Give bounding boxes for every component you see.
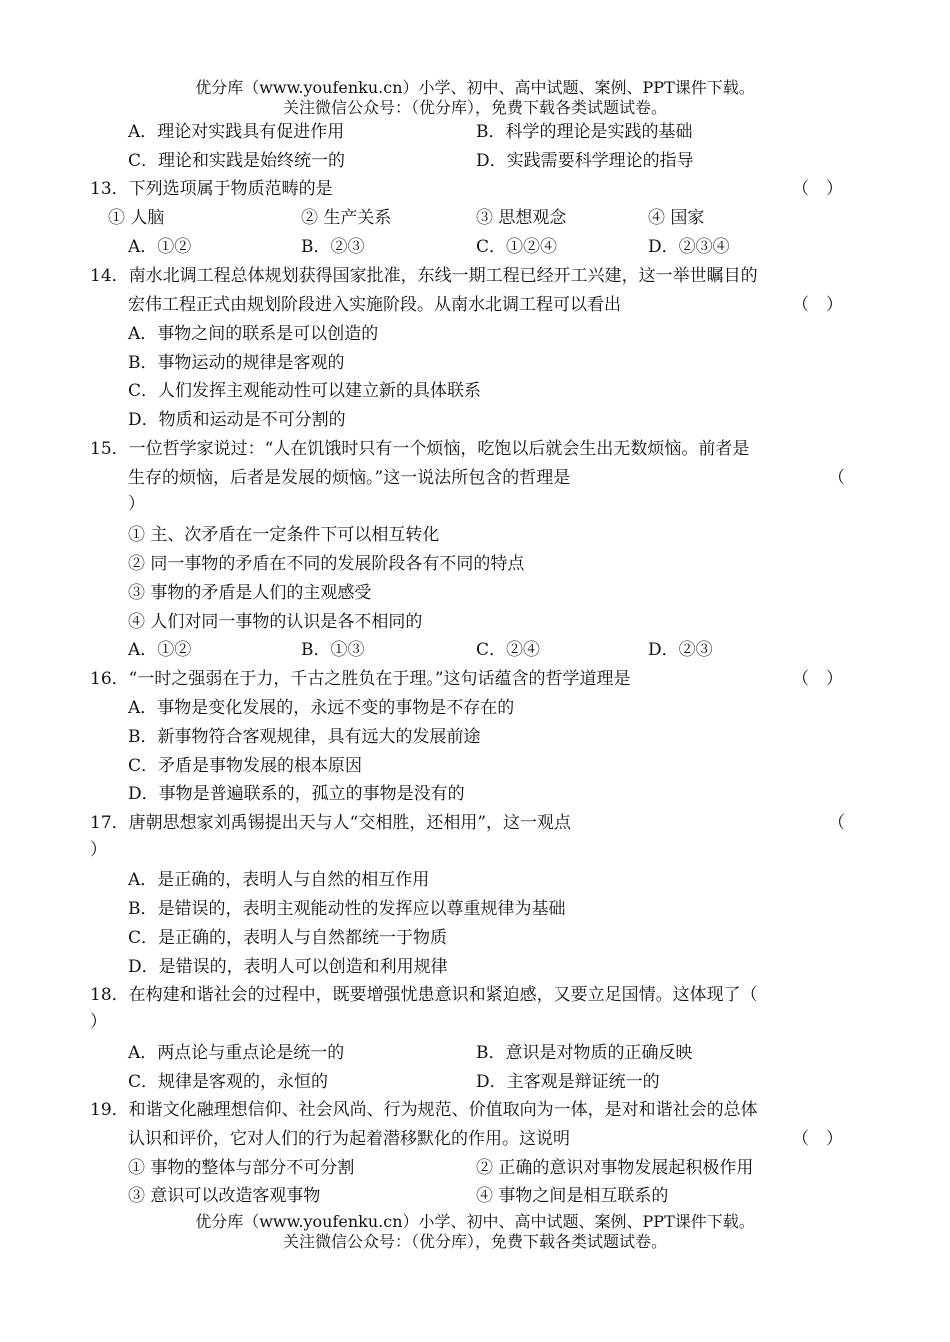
q18-answer-blank-close: ）	[90, 1012, 107, 1032]
header-line-2: 关注微信公众号：（优分库），免费下载各类试题试卷。	[282, 98, 667, 117]
q19-stem-line-2: 认识和评价，它对人们的行为起着潜移默化的作用。这说明	[128, 1129, 570, 1149]
q12-option-d: D．实践需要科学理论的指导	[476, 151, 694, 171]
q13-option-c: C．①②④	[476, 237, 558, 257]
q15-option-d: D．②③	[648, 640, 713, 660]
q17-option-a: A．是正确的，表明人与自然的相互作用	[128, 870, 430, 890]
q15-option-b: B．①③	[301, 640, 365, 660]
q18-option-c: C．规律是客观的，永恒的	[128, 1072, 329, 1092]
q14-stem-line-1: 14．南水北调工程总体规划获得国家批准，东线一期工程已经开工兴建，这一举世瞩目的	[90, 266, 758, 286]
q19-item-2: ② 正确的意识对事物发展起积极作用	[476, 1158, 754, 1178]
q14-answer-blank: （ ）	[792, 295, 843, 315]
footer-line-1: 优分库（www.youfenku.cn）小学、初中、高中试题、案例、PPT课件下载。	[195, 1212, 755, 1231]
q17-option-d: D．是错误的，表明人可以创造和利用规律	[128, 957, 448, 977]
q13-answer-blank: （ ）	[792, 179, 843, 199]
q14-option-b: B．事物运动的规律是客观的	[128, 353, 345, 373]
q15-stem-line-2: 生存的烦恼，后者是发展的烦恼。”这一说法所包含的哲理是	[128, 468, 571, 488]
q14-option-c: C．人们发挥主观能动性可以建立新的具体联系	[128, 381, 482, 401]
q19-item-3: ③ 意识可以改造客观事物	[128, 1186, 321, 1206]
q15-item-3: ③ 事物的矛盾是人们的主观感受	[128, 583, 372, 603]
q15-answer-blank-close: ）	[128, 494, 145, 514]
q15-item-1: ① 主、次矛盾在一定条件下可以相互转化	[128, 525, 440, 545]
q15-stem-line-1: 15．一位哲学家说过：“人在饥饿时只有一个烦恼，吃饱以后就会生出无数烦恼。前者是	[90, 439, 750, 459]
q14-option-a: A．事物之间的联系是可以创造的	[128, 324, 379, 344]
q19-answer-blank: （ ）	[792, 1129, 843, 1149]
q17-answer-blank-close: ）	[90, 840, 107, 860]
q13-item-2: ② 生产关系	[301, 208, 392, 228]
q15-option-a: A．①②	[128, 640, 192, 660]
q19-stem-line-1: 19．和谐文化融理想信仰、社会风尚、行为规范、价值取向为一体，是对和谐社会的总体	[90, 1100, 758, 1120]
q12-option-c: C．理论和实践是始终统一的	[128, 151, 346, 171]
q17-option-b: B．是错误的，表明主观能动性的发挥应以尊重规律为基础	[128, 899, 566, 919]
q17-option-c: C．是正确的，表明人与自然都统一于物质	[128, 928, 448, 948]
q19-item-1: ① 事物的整体与部分不可分割	[128, 1158, 355, 1178]
q13-item-1: ① 人脑	[108, 208, 165, 228]
q18-option-a: A．两点论与重点论是统一的	[128, 1043, 345, 1063]
q17-stem: 17．唐朝思想家刘禹锡提出天与人“交相胜，还相用”，这一观点	[90, 813, 572, 833]
q16-option-d: D．事物是普遍联系的，孤立的事物是没有的	[128, 784, 465, 804]
page-header	[0, 78, 950, 118]
q18-option-b: B．意识是对物质的正确反映	[476, 1043, 693, 1063]
q18-option-d: D．主客观是辩证统一的	[476, 1072, 660, 1092]
q19-item-4: ④ 事物之间是相互联系的	[476, 1186, 669, 1206]
footer-line-2: 关注微信公众号：（优分库），免费下载各类试题试卷。	[282, 1232, 667, 1251]
q15-answer-blank-open: （	[828, 468, 845, 488]
q16-answer-blank: （ ）	[792, 669, 843, 689]
q16-option-a: A．事物是变化发展的，永远不变的事物是不存在的	[128, 698, 515, 718]
q16-stem: 16．“一时之强弱在于力，千古之胜负在于理。”这句话蕴含的哲学道理是	[90, 669, 631, 689]
q14-stem-line-2: 宏伟工程正式由规划阶段进入实施阶段。从南水北调工程可以看出	[128, 295, 621, 315]
q13-option-a: A．①②	[128, 237, 192, 257]
header-line-1: 优分库（www.youfenku.cn）小学、初中、高中试题、案例、PPT课件下载。	[195, 78, 755, 97]
q13-item-3: ③ 思想观念	[476, 208, 567, 228]
q18-stem: 18．在构建和谐社会的过程中，既要增强忧患意识和紧迫感，又要立足国情。这体现了（	[90, 985, 758, 1005]
page-footer	[0, 1212, 950, 1252]
q13-option-b: B．②③	[301, 237, 365, 257]
q13-item-4: ④ 国家	[648, 208, 705, 228]
q15-item-2: ② 同一事物的矛盾在不同的发展阶段各有不同的特点	[128, 554, 525, 574]
q12-option-b: B．科学的理论是实践的基础	[476, 122, 693, 142]
q16-option-c: C．矛盾是事物发展的根本原因	[128, 756, 363, 776]
q12-option-a: A．理论对实践具有促进作用	[128, 122, 345, 142]
q13-stem: 13．下列选项属于物质范畴的是	[90, 179, 333, 199]
q13-option-d: D．②③④	[648, 237, 730, 257]
q17-answer-blank-open: （	[828, 813, 845, 833]
q14-option-d: D．物质和运动是不可分割的	[128, 410, 346, 430]
q15-item-4: ④ 人们对同一事物的认识是各不相同的	[128, 612, 423, 632]
q15-option-c: C．②④	[476, 640, 541, 660]
q16-option-b: B．新事物符合客观规律，具有远大的发展前途	[128, 727, 481, 747]
